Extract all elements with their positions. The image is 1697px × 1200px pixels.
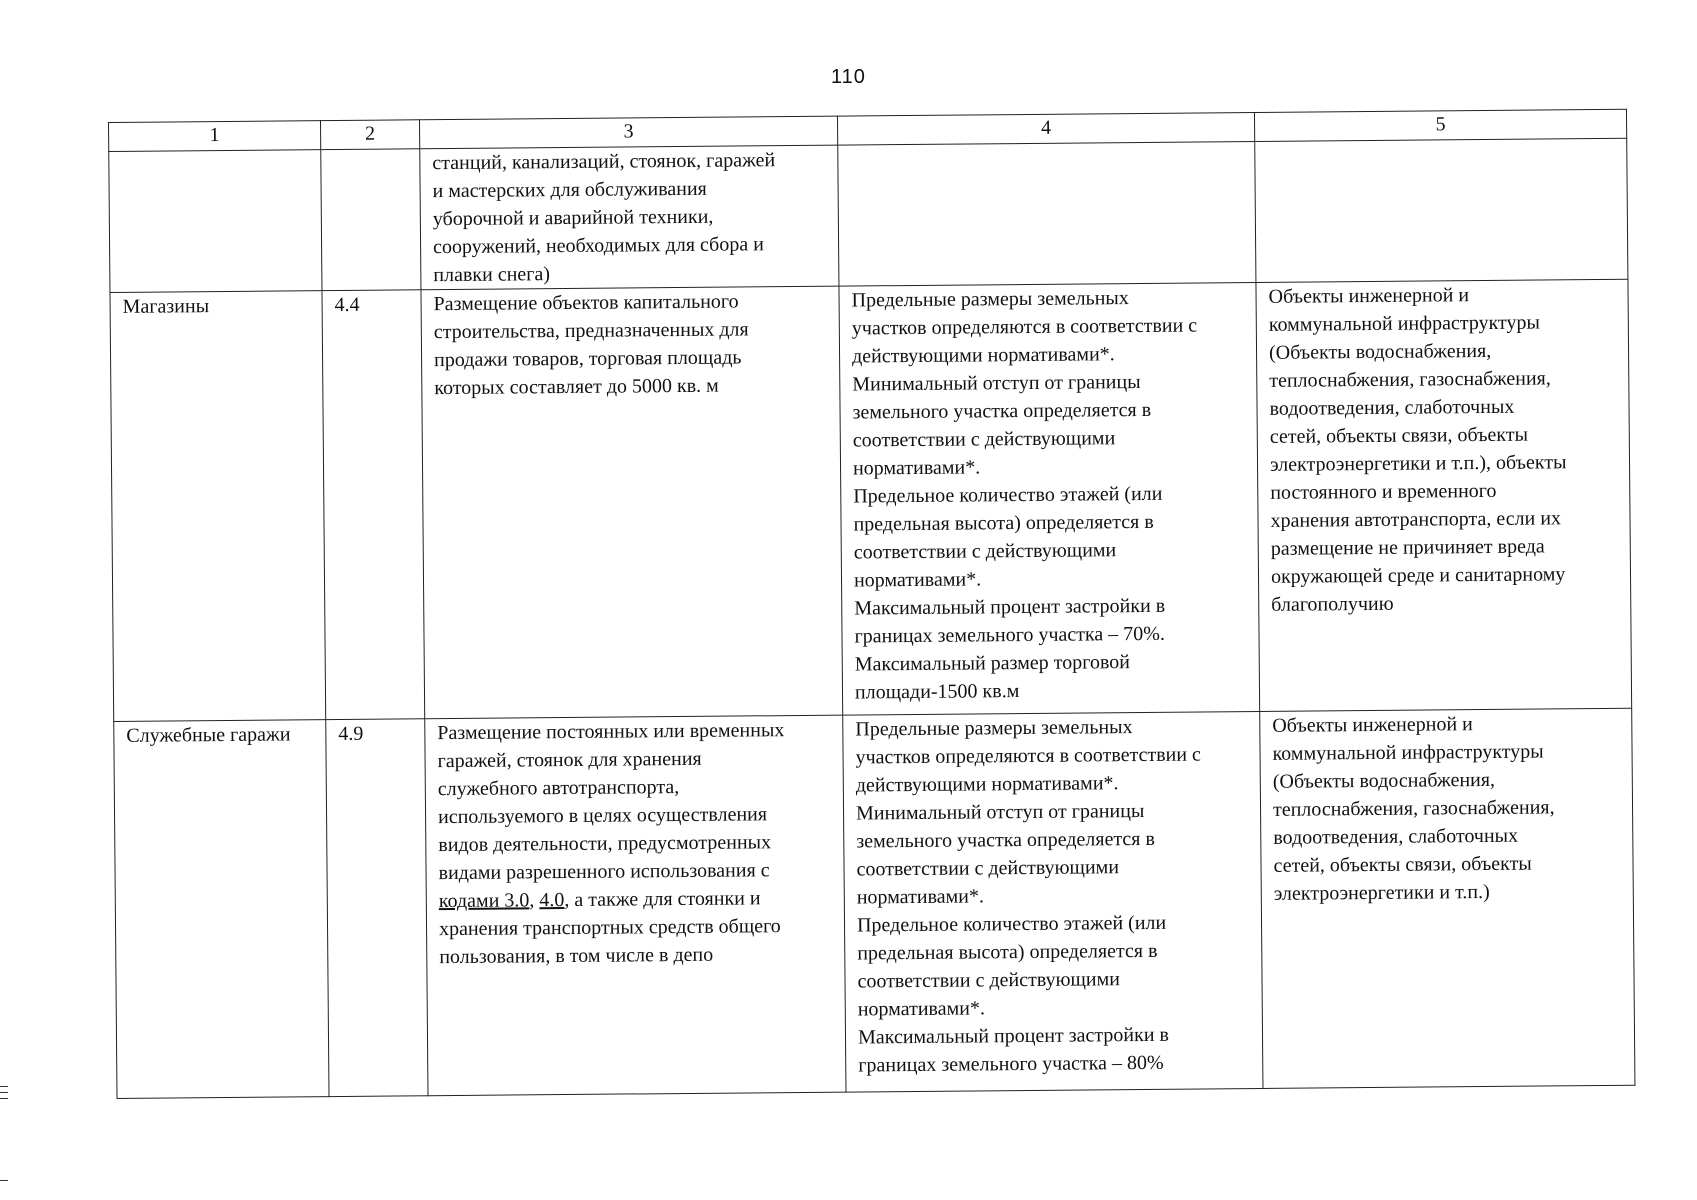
text-line: водоотведения, слаботочных: [1269, 395, 1515, 420]
text-line-with-links: [439, 884, 832, 915]
cell-description: [425, 715, 846, 1096]
cell-auxiliary: [1260, 708, 1635, 1088]
text-line: нормативами*.: [856, 885, 985, 909]
text-line: Максимальный процент застройки в: [854, 594, 1166, 620]
cell-parameters: [838, 141, 1256, 286]
text-line: плавки снега): [433, 263, 551, 287]
text-line: видов деятельности, предусмотренных: [438, 831, 772, 857]
header-col-4: 4: [837, 112, 1254, 145]
cell-parameters: [843, 711, 1263, 1092]
header-col-2: 2: [320, 120, 419, 150]
land-use-table: [108, 109, 1635, 1099]
text-line: соответствии с действующими: [852, 427, 1116, 452]
text-line: Предельные размеры земельных: [855, 716, 1133, 741]
code-link-3-0[interactable]: кодами 3.0: [438, 889, 530, 913]
text-line: земельного участка определяется в: [856, 827, 1155, 853]
scan-margin-mark: [0, 1098, 8, 1099]
text-line: предельная высота) определяется в: [853, 510, 1154, 536]
text-line: электроэнергетики и т.п.): [1273, 880, 1490, 905]
text-line: гаражей, стоянок для хранения: [437, 747, 702, 773]
text-line: продажи товаров, торговая площадь: [433, 346, 742, 372]
text-line: предельная высота) определяется в: [857, 939, 1158, 965]
text-line: служебного автотранспорта,: [437, 776, 680, 801]
text-line: постоянного и временного: [1270, 479, 1497, 504]
text-line: уборочной и аварийной техники,: [432, 205, 714, 231]
text-line: которых составляет до 5000 кв. м: [434, 374, 719, 400]
text-line: коммунальной инфраструктуры: [1268, 311, 1541, 336]
text-line: нормативами*.: [852, 456, 981, 480]
text-line: Объекты инженерной и: [1272, 713, 1473, 737]
scan-margin-mark: [0, 1086, 8, 1087]
link-separator: ,: [529, 889, 540, 912]
text-line: окружающей среде и санитарному: [1270, 563, 1566, 588]
text-line: участков определяются в соответствии с: [851, 314, 1198, 340]
text-line: Максимальный размер торговой: [854, 651, 1131, 676]
text-line: действующими нормативами*.: [851, 343, 1115, 368]
cell-name: Магазины: [110, 291, 326, 722]
cell-description: [420, 145, 839, 290]
code-link-4-0[interactable]: 4.0: [539, 889, 565, 912]
text-line: Объекты инженерной и: [1268, 284, 1470, 308]
cell-code: 4.9: [326, 719, 428, 1097]
text-line: пользования, в том числе в депо: [439, 943, 714, 969]
cell-auxiliary: [1256, 279, 1632, 711]
text-line: сетей, объекты связи, объекты: [1269, 423, 1529, 448]
text-line: хранения транспортных средств общего: [438, 915, 781, 941]
text-line: соответствии с действующими: [853, 539, 1117, 564]
text-line: коммунальной инфраструктуры: [1272, 740, 1544, 765]
header-col-5: 5: [1254, 109, 1626, 141]
text-line: благополучию: [1271, 592, 1394, 616]
cell-code: 4.4: [322, 290, 425, 720]
text-line: Предельное количество этажей (или: [856, 911, 1167, 937]
header-col-1: 1: [109, 121, 321, 152]
cell-auxiliary: [1255, 138, 1628, 282]
text-line: используемого в целях осуществления: [437, 803, 768, 829]
text-line: сооружений, необходимых для сбора и: [433, 233, 764, 259]
text-line: и мастерских для обслуживания: [432, 177, 707, 203]
cell-parameters: [839, 282, 1260, 715]
text-line: строительства, предназначенных для: [433, 318, 749, 344]
header-col-3: 3: [419, 116, 837, 149]
text-line: действующими нормативами*.: [855, 772, 1119, 797]
text-line: нормативами*.: [853, 568, 982, 592]
cell-name: Служебные гаражи: [114, 720, 329, 1099]
text-line: земельного участка определяется в: [852, 398, 1152, 424]
page-number: 110: [831, 66, 866, 88]
text-line: хранения автотранспорта, если их: [1270, 507, 1562, 532]
text-line: Максимальный процент застройки в: [857, 1023, 1170, 1049]
text-line: соответствии с действующими: [856, 856, 1120, 881]
text-line: Размещение объектов капитального: [433, 290, 739, 316]
table-row-garages: [114, 708, 1635, 1098]
text-line: соответствии с действующими: [857, 968, 1121, 993]
text-line: теплоснабжения, газоснабжения,: [1272, 796, 1555, 821]
scan-margin-mark: [0, 1180, 8, 1181]
text-line: Предельные размеры земельных: [851, 287, 1129, 312]
text-fragment: , а также для стоянки и: [564, 887, 761, 912]
text-line: станций, канализаций, стоянок, гаражей: [432, 149, 776, 175]
text-line: границах земельного участка – 80%: [858, 1051, 1164, 1077]
text-line: водоотведения, слаботочных: [1273, 824, 1519, 849]
text-line: сетей, объекты связи, объекты: [1273, 852, 1532, 877]
cell-name: [109, 150, 322, 293]
text-line: (Объекты водоснабжения,: [1268, 339, 1492, 364]
scan-margin-mark: [0, 1092, 8, 1093]
text-line: площади-1500 кв.м: [854, 680, 1020, 704]
table-row-shops: [110, 279, 1632, 721]
table-row-continuation: [109, 138, 1628, 292]
cell-code: [321, 149, 421, 291]
text-line: границах земельного участка – 70%.: [854, 622, 1165, 648]
text-line: нормативами*.: [857, 997, 986, 1021]
text-line: Минимальный отступ от границы: [852, 370, 1141, 396]
text-line: теплоснабжения, газоснабжения,: [1269, 367, 1551, 392]
text-line: (Объекты водоснабжения,: [1272, 768, 1496, 793]
text-line: Размещение постоянных или временных: [437, 719, 785, 745]
text-line: размещение не причиняет вреда: [1270, 535, 1545, 560]
cell-description: [421, 286, 843, 719]
text-line: видами разрешенного использования с: [438, 859, 770, 885]
text-line: участков определяются в соответствии с: [855, 743, 1201, 769]
text-line: электроэнергетики и т.п.), объекты: [1269, 451, 1567, 476]
text-line: Предельное количество этажей (или: [853, 482, 1163, 508]
text-line: Минимальный отступ от границы: [855, 799, 1145, 825]
